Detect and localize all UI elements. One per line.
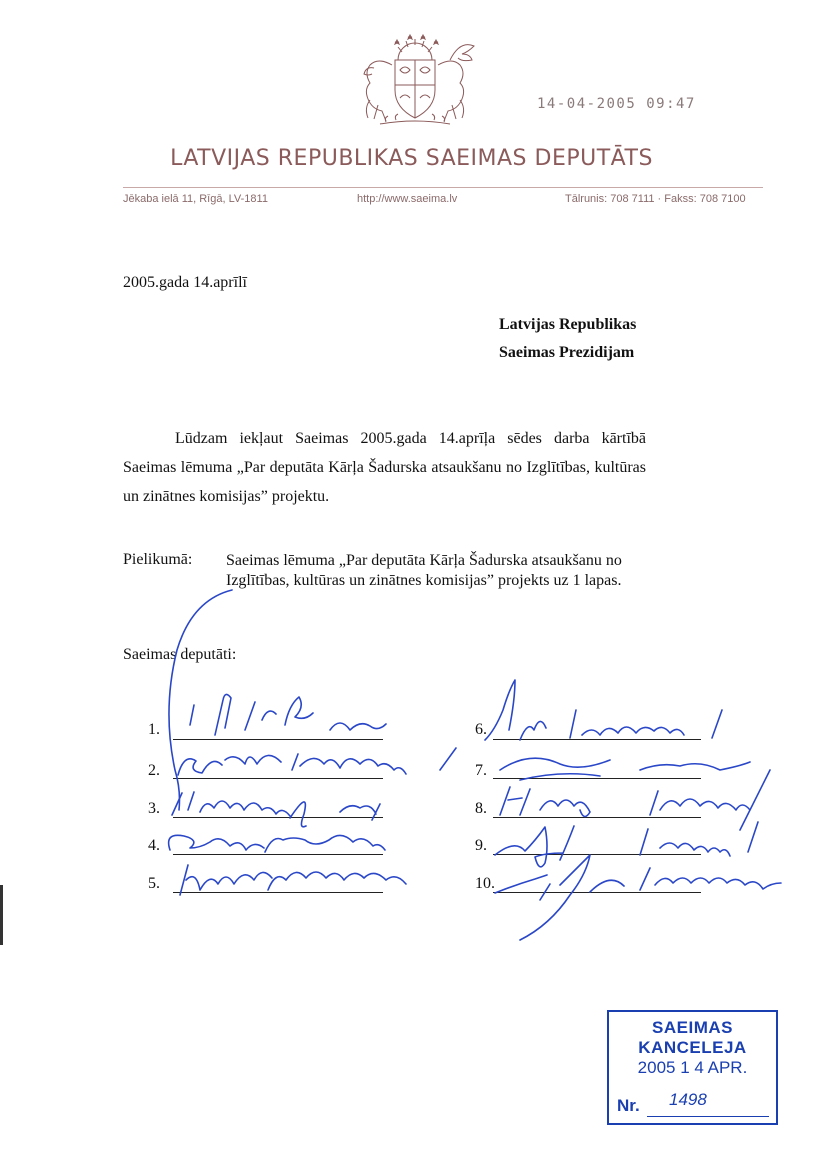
signature-number: 1. xyxy=(148,721,160,738)
signature-9 xyxy=(495,822,758,867)
letter-body: Lūdzam iekļaut Saeimas 2005.gada 14.aprīļa sēdes darba kārtībā Saeimas lēmuma „Par deputāta Kārļa Šadurska atsaukšanu no Izglītības, kultūras un zinātnes komisijas” projektu. xyxy=(123,430,646,505)
signature-2 xyxy=(178,748,456,775)
office-title: LATVIJAS REPUBLIKAS SAEIMAS DEPUTĀTS xyxy=(170,146,653,171)
signature-number: 8. xyxy=(475,800,487,817)
latvian-coat-of-arms-icon xyxy=(350,30,480,130)
signature-number: 9. xyxy=(475,837,487,854)
signature-6 xyxy=(485,680,722,740)
scan-edge-mark xyxy=(0,885,3,945)
received-timestamp: 14-04-2005 09:47 xyxy=(537,96,696,112)
signature-5 xyxy=(180,865,406,895)
signature-8 xyxy=(500,770,770,830)
signature-number: 7. xyxy=(475,762,487,779)
signature-number: 6. xyxy=(475,721,487,738)
signature-3 xyxy=(172,792,380,827)
stamp-number-label: Nr. xyxy=(617,1096,640,1115)
signature-1 xyxy=(169,590,232,810)
signature-10 xyxy=(495,855,781,940)
signature-number: 5. xyxy=(148,875,160,892)
office-phone-fax: Tālrunis: 708 7111 · Fakss: 708 7100 xyxy=(565,193,746,205)
signature-line xyxy=(173,892,383,893)
signature-number: 3. xyxy=(148,800,160,817)
signature-line xyxy=(173,739,383,740)
signature-4 xyxy=(169,835,385,852)
deputies-label: Saeimas deputāti: xyxy=(123,646,237,663)
letter-date: 2005.gada 14.aprīlī xyxy=(123,274,247,291)
signature-line xyxy=(173,817,383,818)
attachment-label: Pielikumā: xyxy=(123,551,193,568)
registry-stamp xyxy=(607,1010,778,1125)
addressee-block xyxy=(499,311,636,367)
signature-line xyxy=(173,778,383,779)
signature-number: 10. xyxy=(475,875,495,892)
stamp-number-line xyxy=(647,1116,769,1117)
signature-line xyxy=(493,778,701,779)
signature-line xyxy=(493,739,701,740)
stamp-number-value: 1498 xyxy=(669,1090,707,1109)
header-divider xyxy=(123,187,763,188)
attachment-text: Saeimas lēmuma „Par deputāta Kārļa Šadurska atsaukšanu no Izglītības, kultūras un zinātnes komisijas” projekts uz 1 lapas. xyxy=(226,552,622,589)
stamp-date: 2005 1 4 APR. xyxy=(637,1058,748,1077)
signature-line xyxy=(493,817,701,818)
office-website: http://www.saeima.lv xyxy=(357,193,458,205)
signature-number: 4. xyxy=(148,837,160,854)
signature-line xyxy=(173,854,383,855)
signature-line xyxy=(493,854,701,855)
addressee-line-2: Saeimas Prezidijam xyxy=(499,344,635,361)
signature-line xyxy=(493,892,701,893)
stamp-title: SAEIMAS KANCELEJA xyxy=(638,1018,747,1057)
signature-1 xyxy=(190,694,386,735)
addressee-line-1: Latvijas Republikas xyxy=(499,316,637,333)
office-address: Jēkaba ielā 11, Rīgā, LV-1811 xyxy=(123,193,268,205)
signature-7 xyxy=(500,758,750,780)
signature-number: 2. xyxy=(148,762,160,779)
